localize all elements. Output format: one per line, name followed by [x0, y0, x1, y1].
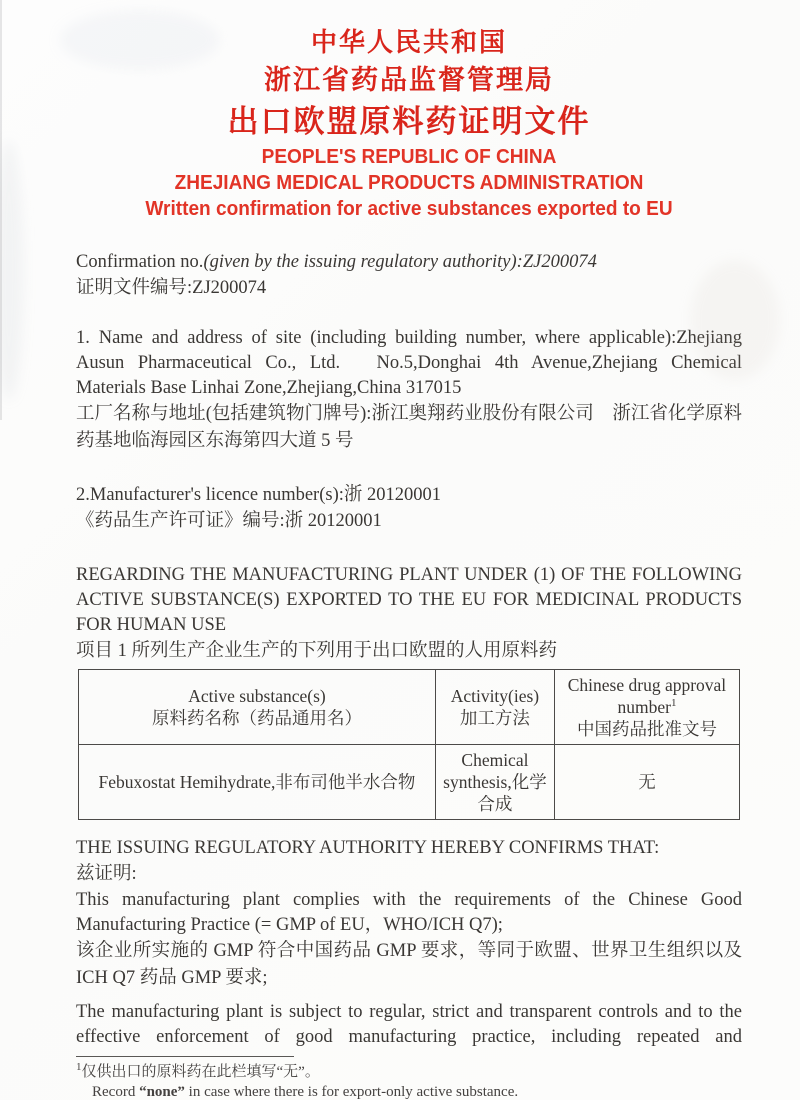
- footnote-reference-superscript: 1: [670, 697, 677, 710]
- footnote-marker-superscript: 1: [76, 1061, 82, 1073]
- confirmation-number-line-en: [76, 250, 742, 275]
- footnote-separator: [76, 1056, 294, 1057]
- column-header-approval-cn: 中国药品批准文号: [576, 719, 717, 739]
- cell-approval-number: 无: [554, 745, 739, 820]
- licence-number-block: [76, 483, 742, 535]
- footnote-en: [76, 1082, 742, 1100]
- footnote-en-suffix: in case where there is for export-only active substance.: [184, 1084, 519, 1100]
- confirmation-number-line-cn: 证明文件编号:ZJ200074: [76, 278, 267, 298]
- licence-number-en: 2.Manufacturer's licence number(s):浙 20120001: [76, 485, 441, 505]
- regarding-statement-block: [76, 563, 742, 665]
- active-substance-table: [78, 669, 740, 820]
- column-header-approval-en: Chinese drug approval number: [567, 675, 727, 717]
- title-cn-document: 出口欧盟原料药证明文件: [227, 104, 591, 139]
- regarding-statement-en: REGARDING THE MANUFACTURING PLANT UNDER (1) OF THE FOLLOWING ACTIVE SUBSTANCE(S) EXPORTED TO THE EU FOR MEDICINAL PRODUCTS FOR HUMAN USE: [76, 565, 742, 635]
- footnote-en-prefix: Record: [92, 1084, 140, 1100]
- title-cn-country: 中华人民共和国: [310, 28, 507, 57]
- controls-paragraph-en: The manufacturing plant is subject to regular, strict and transparent controls and to the effective enforcement of good manufacturing practice, including repeated and: [76, 1002, 742, 1047]
- column-header-approval: [554, 670, 739, 745]
- title-en-authority: ZHEJIANG MEDICAL PRODUCTS ADMINISTRATION: [174, 171, 644, 194]
- site-address-cn: 工厂名称与地址(包括建筑物门牌号):浙江奥翔药业股份有限公司 浙江省化学原料药基地临海园区东海第四大道 5 号: [76, 404, 742, 451]
- table-header-row: [79, 670, 740, 745]
- scan-smudge: [0, 140, 24, 400]
- column-header-activity-en: Activity(ies): [450, 686, 540, 706]
- confirmation-label: Confirmation no.: [76, 252, 204, 272]
- column-header-substance-cn: 原料药名称（药品通用名）: [151, 708, 362, 728]
- title-en-country: PEOPLE'S REPUBLIC OF CHINA: [261, 145, 557, 168]
- title-cn-authority: 浙江省药品监督管理局: [264, 65, 554, 95]
- site-address-block: [76, 326, 742, 455]
- gmp-compliance-en: This manufacturing plant complies with the requirements of the Chinese Good Manufacturing Practice (= GMP of EU，WHO/ICH Q7);: [76, 890, 742, 935]
- confirmation-value-italic: (given by the issuing regulatory authority):ZJ200074: [203, 252, 597, 272]
- site-address-en: 1. Name and address of site (including building number, where applicable):Zhejiang Ausun Pharmaceutical Co., Ltd. No.5,Donghai 4th Avenue,Zhejiang Chemical Materials Base Linhai Zone,Zhejiang,China 317015: [76, 328, 742, 398]
- title-en-document: Written confirmation for active substances exported to EU: [145, 197, 673, 220]
- scan-edge-artifact: [0, 0, 2, 420]
- cell-activity: Chemical synthesis,化学合成: [435, 745, 554, 820]
- column-header-substance: [79, 670, 436, 745]
- controls-paragraph-block: [76, 1000, 742, 1050]
- footnote-cn-text: 仅供出口的原料药在此栏填写“无”。: [81, 1064, 320, 1080]
- document-header: [76, 26, 742, 222]
- confirms-heading-en: THE ISSUING REGULATORY AUTHORITY HEREBY CONFIRMS THAT:: [76, 838, 660, 858]
- regarding-statement-cn: 项目 1 所列生产企业生产的下列用于出口欧盟的人用原料药: [76, 641, 558, 661]
- confirmation-number-block: [76, 250, 742, 302]
- footnote-block: [76, 1056, 742, 1100]
- footnote-cn: [76, 1062, 742, 1082]
- authority-confirms-block: [76, 836, 742, 992]
- column-header-substance-en: Active substance(s): [188, 686, 326, 706]
- column-header-activity: [435, 670, 554, 745]
- licence-number-cn: 《药品生产许可证》编号:浙 20120001: [76, 511, 382, 531]
- confirms-heading-cn: 兹证明:: [76, 864, 137, 884]
- gmp-compliance-cn: 该企业所实施的 GMP 符合中国药品 GMP 要求，等同于欧盟、世界卫生组织以及 ICH Q7 药品 GMP 要求;: [76, 941, 742, 988]
- table-row: [79, 745, 740, 820]
- footnote-en-none: “none”: [139, 1084, 185, 1100]
- cell-active-substance: Febuxostat Hemihydrate,非布司他半水合物: [79, 745, 436, 820]
- column-header-activity-cn: 加工方法: [459, 708, 530, 728]
